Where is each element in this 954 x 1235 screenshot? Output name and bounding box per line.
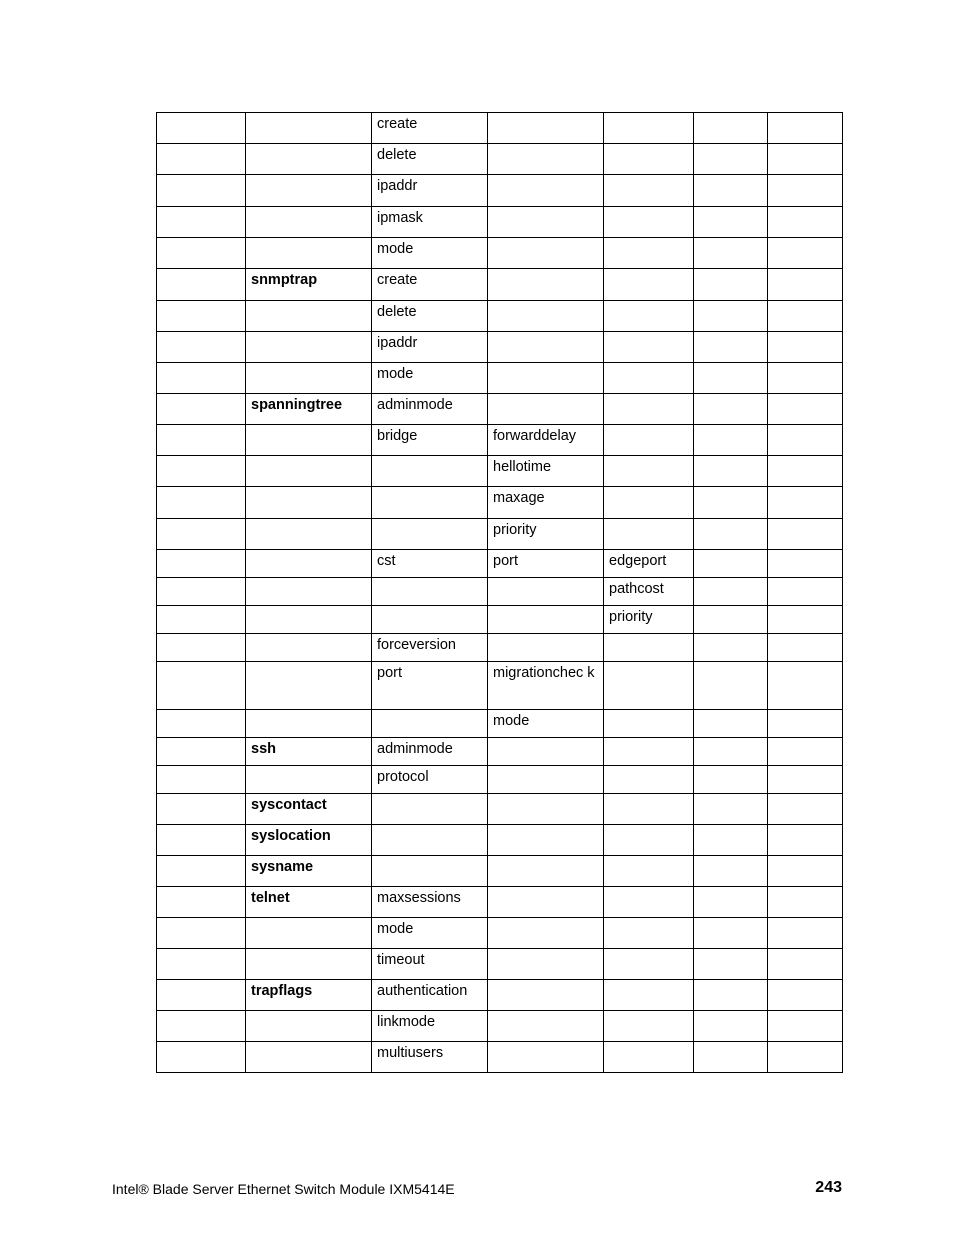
table-cell-col-a — [157, 238, 246, 269]
table-cell-col-sub3: edgeport — [604, 550, 694, 578]
table-cell-col-a — [157, 175, 246, 207]
table-cell-col-sub3 — [604, 301, 694, 332]
table-cell-col-sub2 — [488, 363, 604, 394]
table-cell-col-sub3 — [604, 856, 694, 887]
table-cell-col-a — [157, 766, 246, 794]
table-row — [157, 1042, 843, 1073]
table-cell-col-f — [694, 456, 768, 487]
table-cell-col-a — [157, 519, 246, 550]
table-cell-col-command — [246, 1011, 372, 1042]
table-cell-col-g — [768, 825, 843, 856]
table-cell-col-a — [157, 394, 246, 425]
table-cell-col-a — [157, 550, 246, 578]
table-cell-col-sub3 — [604, 980, 694, 1011]
table-cell-col-g — [768, 550, 843, 578]
table-cell-col-command — [246, 949, 372, 980]
command-table-body — [157, 113, 843, 1073]
table-row — [157, 363, 843, 394]
table-cell-col-a — [157, 113, 246, 144]
table-cell-col-f — [694, 710, 768, 738]
table-cell-col-sub1: timeout — [372, 949, 488, 980]
table-cell-col-a — [157, 606, 246, 634]
table-cell-col-sub3 — [604, 363, 694, 394]
table-cell-col-g — [768, 766, 843, 794]
table-cell-col-a — [157, 710, 246, 738]
table-cell-col-command — [246, 519, 372, 550]
table-cell-col-f — [694, 175, 768, 207]
table-cell-col-command — [246, 634, 372, 662]
table-cell-col-g — [768, 425, 843, 456]
table-cell-col-command: syslocation — [246, 825, 372, 856]
table-row — [157, 578, 843, 606]
table-cell-col-a — [157, 578, 246, 606]
table-cell-col-a — [157, 456, 246, 487]
table-cell-col-command: snmptrap — [246, 269, 372, 301]
table-cell-col-sub3 — [604, 634, 694, 662]
table-cell-col-sub2: hellotime — [488, 456, 604, 487]
table-cell-col-sub2 — [488, 1042, 604, 1073]
table-cell-col-g — [768, 269, 843, 301]
table-cell-col-sub3 — [604, 175, 694, 207]
table-cell-col-a — [157, 207, 246, 238]
table-cell-col-sub2 — [488, 113, 604, 144]
table-cell-col-sub1: authentication — [372, 980, 488, 1011]
table-cell-col-g — [768, 175, 843, 207]
table-cell-col-a — [157, 1011, 246, 1042]
table-row — [157, 856, 843, 887]
table-cell-col-f — [694, 918, 768, 949]
table-cell-col-a — [157, 1042, 246, 1073]
table-cell-col-sub3 — [604, 887, 694, 918]
table-cell-col-sub1 — [372, 456, 488, 487]
table-cell-col-sub3 — [604, 425, 694, 456]
table-cell-col-f — [694, 394, 768, 425]
table-row — [157, 634, 843, 662]
table-cell-col-sub2 — [488, 634, 604, 662]
table-cell-col-f — [694, 207, 768, 238]
table-row — [157, 144, 843, 175]
table-cell-col-f — [694, 606, 768, 634]
table-cell-col-sub2: mode — [488, 710, 604, 738]
table-cell-col-g — [768, 918, 843, 949]
table-cell-col-command — [246, 238, 372, 269]
table-cell-col-sub3 — [604, 1042, 694, 1073]
table-cell-col-sub3 — [604, 394, 694, 425]
table-cell-col-f — [694, 301, 768, 332]
table-row — [157, 710, 843, 738]
table-cell-col-sub2 — [488, 794, 604, 825]
table-cell-col-g — [768, 487, 843, 519]
table-cell-col-command — [246, 550, 372, 578]
table-row — [157, 1011, 843, 1042]
table-cell-col-command — [246, 425, 372, 456]
table-cell-col-a — [157, 269, 246, 301]
table-cell-col-g — [768, 856, 843, 887]
table-row — [157, 887, 843, 918]
table-cell-col-a — [157, 662, 246, 710]
table-cell-col-sub1: port — [372, 662, 488, 710]
table-cell-col-command — [246, 487, 372, 519]
table-cell-col-a — [157, 887, 246, 918]
table-cell-col-a — [157, 332, 246, 363]
table-cell-col-sub2 — [488, 207, 604, 238]
table-cell-col-a — [157, 856, 246, 887]
table-row — [157, 794, 843, 825]
table-row — [157, 301, 843, 332]
table-cell-col-sub3 — [604, 238, 694, 269]
table-row — [157, 269, 843, 301]
table-row — [157, 825, 843, 856]
table-cell-col-sub1: delete — [372, 301, 488, 332]
table-cell-col-f — [694, 949, 768, 980]
table-cell-col-sub2 — [488, 949, 604, 980]
table-cell-col-g — [768, 394, 843, 425]
table-cell-col-command: syscontact — [246, 794, 372, 825]
table-cell-col-sub1: create — [372, 113, 488, 144]
table-cell-col-sub1: adminmode — [372, 738, 488, 766]
table-cell-col-command — [246, 710, 372, 738]
table-cell-col-g — [768, 578, 843, 606]
table-cell-col-f — [694, 887, 768, 918]
table-cell-col-sub1: create — [372, 269, 488, 301]
table-row — [157, 519, 843, 550]
table-cell-col-sub1: protocol — [372, 766, 488, 794]
table-row — [157, 487, 843, 519]
table-cell-col-command — [246, 113, 372, 144]
table-cell-col-sub1: mode — [372, 363, 488, 394]
table-cell-col-a — [157, 425, 246, 456]
table-cell-col-g — [768, 662, 843, 710]
table-cell-col-a — [157, 918, 246, 949]
table-cell-col-sub3 — [604, 269, 694, 301]
table-cell-col-command — [246, 207, 372, 238]
table-cell-col-g — [768, 332, 843, 363]
table-cell-col-f — [694, 634, 768, 662]
table-cell-col-sub3 — [604, 710, 694, 738]
table-cell-col-sub1: ipaddr — [372, 175, 488, 207]
table-row — [157, 113, 843, 144]
table-cell-col-sub2 — [488, 825, 604, 856]
table-cell-col-command: sysname — [246, 856, 372, 887]
table-cell-col-sub1: delete — [372, 144, 488, 175]
table-cell-col-g — [768, 238, 843, 269]
table-cell-col-f — [694, 144, 768, 175]
table-row — [157, 980, 843, 1011]
table-cell-col-sub3 — [604, 662, 694, 710]
table-cell-col-f — [694, 363, 768, 394]
table-cell-col-sub2 — [488, 606, 604, 634]
table-cell-col-sub2 — [488, 856, 604, 887]
table-cell-col-g — [768, 710, 843, 738]
table-cell-col-g — [768, 144, 843, 175]
table-cell-col-sub1: cst — [372, 550, 488, 578]
table-cell-col-f — [694, 578, 768, 606]
table-cell-col-g — [768, 1011, 843, 1042]
table-cell-col-sub1 — [372, 519, 488, 550]
table-row — [157, 606, 843, 634]
table-cell-col-sub2 — [488, 175, 604, 207]
table-cell-col-g — [768, 456, 843, 487]
table-cell-col-sub1 — [372, 487, 488, 519]
table-cell-col-sub1: bridge — [372, 425, 488, 456]
table-cell-col-sub2 — [488, 980, 604, 1011]
table-cell-col-command: spanningtree — [246, 394, 372, 425]
table-cell-col-g — [768, 1042, 843, 1073]
table-cell-col-sub2: port — [488, 550, 604, 578]
table-cell-col-f — [694, 662, 768, 710]
table-cell-col-f — [694, 825, 768, 856]
table-cell-col-sub2: maxage — [488, 487, 604, 519]
table-cell-col-sub1 — [372, 606, 488, 634]
table-cell-col-f — [694, 1011, 768, 1042]
table-cell-col-sub3 — [604, 456, 694, 487]
table-cell-col-g — [768, 980, 843, 1011]
table-cell-col-sub3 — [604, 766, 694, 794]
table-cell-col-sub3 — [604, 918, 694, 949]
table-row — [157, 738, 843, 766]
table-cell-col-sub3 — [604, 113, 694, 144]
table-cell-col-g — [768, 738, 843, 766]
table-cell-col-sub3: priority — [604, 606, 694, 634]
table-cell-col-g — [768, 634, 843, 662]
table-cell-col-sub3 — [604, 144, 694, 175]
table-cell-col-sub2 — [488, 332, 604, 363]
table-cell-col-g — [768, 301, 843, 332]
table-cell-col-sub2 — [488, 301, 604, 332]
table-cell-col-sub3 — [604, 738, 694, 766]
table-cell-col-sub1 — [372, 710, 488, 738]
table-cell-col-sub1: multiusers — [372, 1042, 488, 1073]
table-cell-col-a — [157, 487, 246, 519]
table-row — [157, 550, 843, 578]
table-cell-col-sub3 — [604, 207, 694, 238]
table-cell-col-sub3: pathcost — [604, 578, 694, 606]
table-row — [157, 207, 843, 238]
table-cell-col-f — [694, 738, 768, 766]
table-cell-col-sub3 — [604, 1011, 694, 1042]
table-cell-col-sub1: mode — [372, 918, 488, 949]
table-cell-col-sub1: maxsessions — [372, 887, 488, 918]
table-row — [157, 332, 843, 363]
table-cell-col-command: trapflags — [246, 980, 372, 1011]
table-cell-col-g — [768, 519, 843, 550]
footer-title: Intel® Blade Server Ethernet Switch Module IXM5414E — [112, 1181, 455, 1197]
table-cell-col-sub3 — [604, 332, 694, 363]
table-cell-col-command — [246, 662, 372, 710]
table-cell-col-sub2 — [488, 144, 604, 175]
table-cell-col-sub1 — [372, 794, 488, 825]
command-table — [156, 112, 843, 1073]
table-cell-col-sub2 — [488, 766, 604, 794]
table-cell-col-command — [246, 175, 372, 207]
table-cell-col-command: telnet — [246, 887, 372, 918]
table-cell-col-command — [246, 918, 372, 949]
table-cell-col-g — [768, 949, 843, 980]
table-cell-col-command — [246, 363, 372, 394]
table-cell-col-command: ssh — [246, 738, 372, 766]
table-cell-col-command — [246, 1042, 372, 1073]
table-cell-col-f — [694, 332, 768, 363]
table-cell-col-a — [157, 363, 246, 394]
table-cell-col-sub1 — [372, 856, 488, 887]
table-cell-col-command — [246, 301, 372, 332]
table-cell-col-f — [694, 980, 768, 1011]
table-cell-col-g — [768, 606, 843, 634]
table-cell-col-sub3 — [604, 825, 694, 856]
table-cell-col-a — [157, 738, 246, 766]
table-cell-col-f — [694, 487, 768, 519]
table-cell-col-a — [157, 949, 246, 980]
table-cell-col-sub1: ipmask — [372, 207, 488, 238]
table-cell-col-sub1 — [372, 825, 488, 856]
table-cell-col-sub2 — [488, 238, 604, 269]
page-number: 243 — [815, 1179, 842, 1196]
table-cell-col-sub1: linkmode — [372, 1011, 488, 1042]
table-cell-col-sub2 — [488, 887, 604, 918]
table-cell-col-command — [246, 144, 372, 175]
table-cell-col-f — [694, 766, 768, 794]
table-cell-col-sub2 — [488, 1011, 604, 1042]
table-cell-col-sub1 — [372, 578, 488, 606]
table-cell-col-sub3 — [604, 794, 694, 825]
table-cell-col-a — [157, 825, 246, 856]
table-cell-col-a — [157, 980, 246, 1011]
table-cell-col-a — [157, 301, 246, 332]
table-row — [157, 456, 843, 487]
table-cell-col-sub3 — [604, 949, 694, 980]
table-cell-col-sub2 — [488, 738, 604, 766]
table-cell-col-f — [694, 794, 768, 825]
table-row — [157, 425, 843, 456]
table-cell-col-sub1: mode — [372, 238, 488, 269]
table-row — [157, 949, 843, 980]
table-cell-col-a — [157, 794, 246, 825]
table-cell-col-g — [768, 113, 843, 144]
table-cell-col-command — [246, 332, 372, 363]
table-cell-col-sub2: migrationchec k — [488, 662, 604, 710]
table-cell-col-sub2 — [488, 394, 604, 425]
table-cell-col-a — [157, 634, 246, 662]
table-cell-col-f — [694, 1042, 768, 1073]
table-cell-col-a — [157, 144, 246, 175]
table-cell-col-g — [768, 887, 843, 918]
table-cell-col-sub1: adminmode — [372, 394, 488, 425]
table-cell-col-sub2: forwarddelay — [488, 425, 604, 456]
table-row — [157, 394, 843, 425]
table-cell-col-sub2: priority — [488, 519, 604, 550]
table-cell-col-sub2 — [488, 578, 604, 606]
table-cell-col-g — [768, 363, 843, 394]
table-cell-col-f — [694, 519, 768, 550]
table-cell-col-command — [246, 456, 372, 487]
table-row — [157, 918, 843, 949]
table-cell-col-sub1: forceversion — [372, 634, 488, 662]
table-cell-col-f — [694, 269, 768, 301]
table-cell-col-command — [246, 606, 372, 634]
table-cell-col-sub3 — [604, 519, 694, 550]
table-row — [157, 662, 843, 710]
table-cell-col-sub2 — [488, 269, 604, 301]
table-cell-col-g — [768, 207, 843, 238]
table-cell-col-sub3 — [604, 487, 694, 519]
table-cell-col-g — [768, 794, 843, 825]
table-cell-col-command — [246, 766, 372, 794]
table-cell-col-f — [694, 113, 768, 144]
table-cell-col-sub1: ipaddr — [372, 332, 488, 363]
table-row — [157, 766, 843, 794]
table-cell-col-f — [694, 238, 768, 269]
table-row — [157, 238, 843, 269]
table-cell-col-command — [246, 578, 372, 606]
table-cell-col-f — [694, 425, 768, 456]
table-row — [157, 175, 843, 207]
table-cell-col-f — [694, 550, 768, 578]
table-cell-col-sub2 — [488, 918, 604, 949]
table-cell-col-f — [694, 856, 768, 887]
